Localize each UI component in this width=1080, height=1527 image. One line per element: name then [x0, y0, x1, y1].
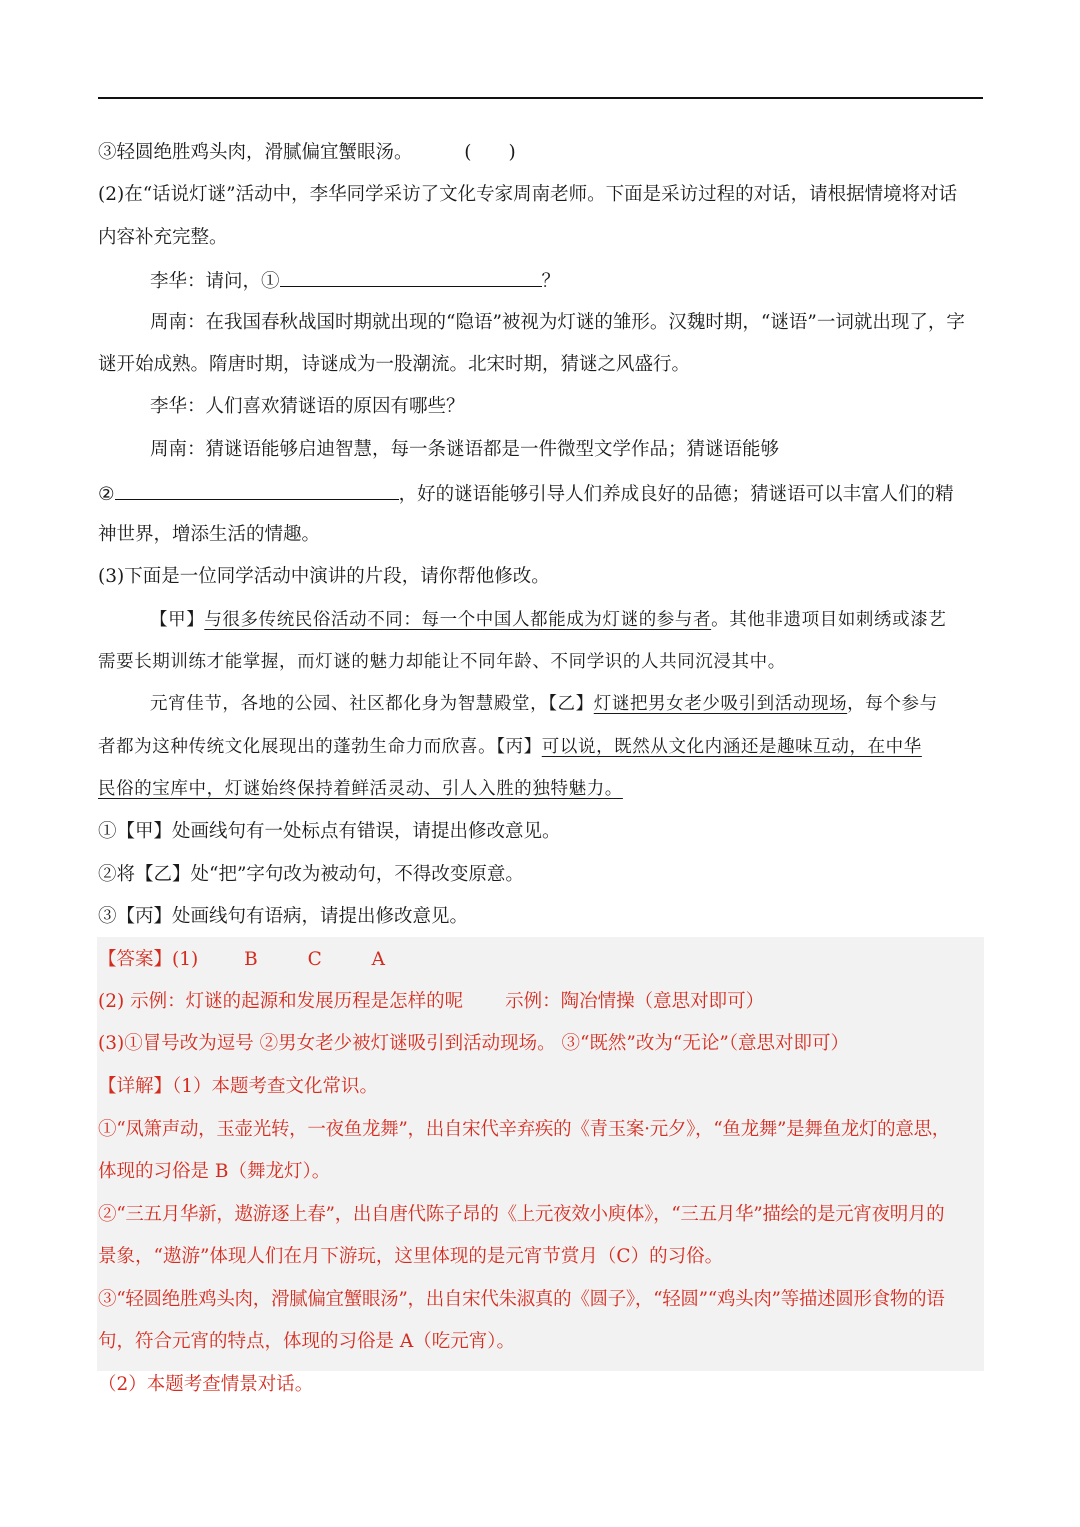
speech-yi-prefix: 元宵佳节，各地的公园、社区都化身为智慧殿堂，: [150, 694, 549, 714]
q2-intro-line2: 内容补充完整。: [98, 227, 228, 248]
answer-choice-1: B: [244, 949, 258, 970]
answer-part2-b: 示例：陶冶情操（意思对即可）: [505, 991, 765, 1012]
explanation-item1-line1: ①“凤箫声动，玉壶光转，一夜鱼龙舞”，出自宋代辛弃疾的《青玉案·元夕》，“鱼龙舞”是舞鱼龙灯的意思，: [98, 1119, 950, 1140]
answer-choice-3: A: [371, 949, 386, 970]
header-rule: [98, 97, 983, 99]
fill-blank-2[interactable]: [115, 481, 399, 500]
explanation-label: 【详解】: [98, 1076, 173, 1097]
dialog-zhounan-2-line2: [98, 481, 988, 507]
underlined-sentence-bing: 可以说，既然从文化内涵还是趣味互动，在中华: [541, 737, 922, 757]
dialog-zhounan-2-line1: 周南：猜谜语能够启迪智慧，每一条谜语都是一件微型文学作品；猜谜语能够: [150, 439, 780, 460]
underlined-sentence-jia: 与很多传统民俗活动不同：每一个中国人都能成为灯谜的参与者: [204, 610, 712, 630]
task-3: ③【丙】处画线句有语病，请提出修改意见。: [98, 906, 469, 927]
speech-yi-rest: ，每个参与: [847, 694, 938, 714]
dialog-zhounan-1-line1: 周南：在我国春秋战国时期就出现的“隐语”被视为灯谜的雏形。汉魏时期，“谜语”一词就出现了，字: [150, 312, 965, 333]
speech-bing-line2: [98, 777, 988, 801]
speech-jia-line2: 需要长期训练才能掌握，而灯谜的魅力却能让不同年龄、不同学识的人共同沉浸其中。: [98, 652, 786, 672]
speech-bing-prefix: 者都为这种传统文化展现出的蓬勃生命力而欣喜。: [98, 737, 497, 757]
explanation-item2-line2: 景象，“遨游”体现人们在月下游玩，这里体现的是元宵节赏月（C）的习俗。: [98, 1246, 724, 1267]
explanation-item3-line2: 句，符合元宵的特点，体现的习俗是 A（吃元宵）。: [98, 1331, 515, 1352]
task-2: ②将【乙】处“把”字句改为被动句，不得改变原意。: [98, 864, 524, 885]
answer-line-2: [98, 990, 988, 1014]
dialog-lihua-1: [150, 268, 988, 294]
answer-line-1: [98, 948, 988, 972]
label-jia: 【甲】: [150, 610, 205, 630]
q2-intro-line1: (2)在“话说灯谜”活动中，李华同学采访了文化专家周南老师。下面是采访过程的对话，请根据情境将对话: [98, 184, 958, 205]
explanation-item1-line2: 体现的习俗是 B（舞龙灯）。: [98, 1161, 331, 1182]
dialog-lihua-1-prefix: 李华：请问，①: [150, 271, 280, 292]
label-bing: 【丙】: [496, 737, 542, 757]
dialog-lihua-2: 李华：人们喜欢猜谜语的原因有哪些？: [150, 396, 465, 417]
speech-jia-line1: [150, 608, 988, 632]
answer-line-3: (3)①冒号改为逗号 ②男女老少被灯谜吸引到活动现场。 ③“既然”改为“无论”（意思对即可）: [98, 1033, 850, 1054]
underlined-sentence-yi: 灯谜把男女老少吸引到活动现场: [593, 694, 848, 714]
answer-label: 【答案】: [98, 949, 173, 970]
speech-yi-line: [150, 692, 988, 716]
answer-part1-prefix: (1): [172, 949, 199, 970]
q1-item3-text: ③轻圆绝胜鸡头肉，滑腻偏宜蟹眼汤。: [98, 142, 413, 163]
dialog-lihua-1-suffix: ？: [541, 271, 561, 292]
dialog-zhounan-2-suffix: ，好的谜语能够引导人们养成良好的品德；猜谜语可以丰富人们的精: [398, 484, 954, 505]
explanation-header: [98, 1075, 988, 1099]
q1-item3-answer-parens: ( ): [464, 142, 516, 163]
dialog-zhounan-1-line2: 谜开始成熟。隋唐时期，诗谜成为一股潮流。北宋时期，猜谜之风盛行。: [98, 354, 691, 375]
q3-intro: (3)下面是一位同学活动中演讲的片段，请你帮他修改。: [98, 566, 550, 587]
dialog-zhounan-2-prefix: ②: [98, 484, 115, 505]
explanation-item2-line1: ②“三五月华新，遨游逐上春”，出自唐代陈子昂的《上元夜效小庾体》，“三五月华”描绘的是元宵夜明月的: [98, 1204, 945, 1225]
q1-item3: [98, 141, 988, 165]
underlined-sentence-bing-cont: 民俗的宝库中，灯谜始终保持着鲜活灵动、引人入胜的独特魅力。: [98, 779, 623, 799]
answer-choice-2: C: [307, 949, 322, 970]
fill-blank-1[interactable]: [280, 268, 542, 287]
explanation-part2: （2）本题考查情景对话。: [98, 1374, 314, 1395]
explanation-intro: （1）本题考查文化常识。: [172, 1076, 379, 1097]
speech-jia-rest: 。其他非遗项目如刺绣或漆艺: [711, 610, 947, 630]
explanation-item3-line1: ③“轻圆绝胜鸡头肉，滑腻偏宜蟹眼汤”，出自宋代朱淑真的《圆子》，“轻圆”“鸡头肉”等描述圆形食物的语: [98, 1289, 945, 1310]
task-1: ①【甲】处画线句有一处标点有错误，请提出修改意见。: [98, 821, 561, 842]
speech-bing-line1: [98, 735, 988, 759]
answer-part2-a: (2) 示例：灯谜的起源和发展历程是怎样的呢: [98, 991, 464, 1012]
dialog-zhounan-2-line3: 神世界，增添生活的情趣。: [98, 524, 321, 545]
label-yi: 【乙】: [548, 694, 594, 714]
